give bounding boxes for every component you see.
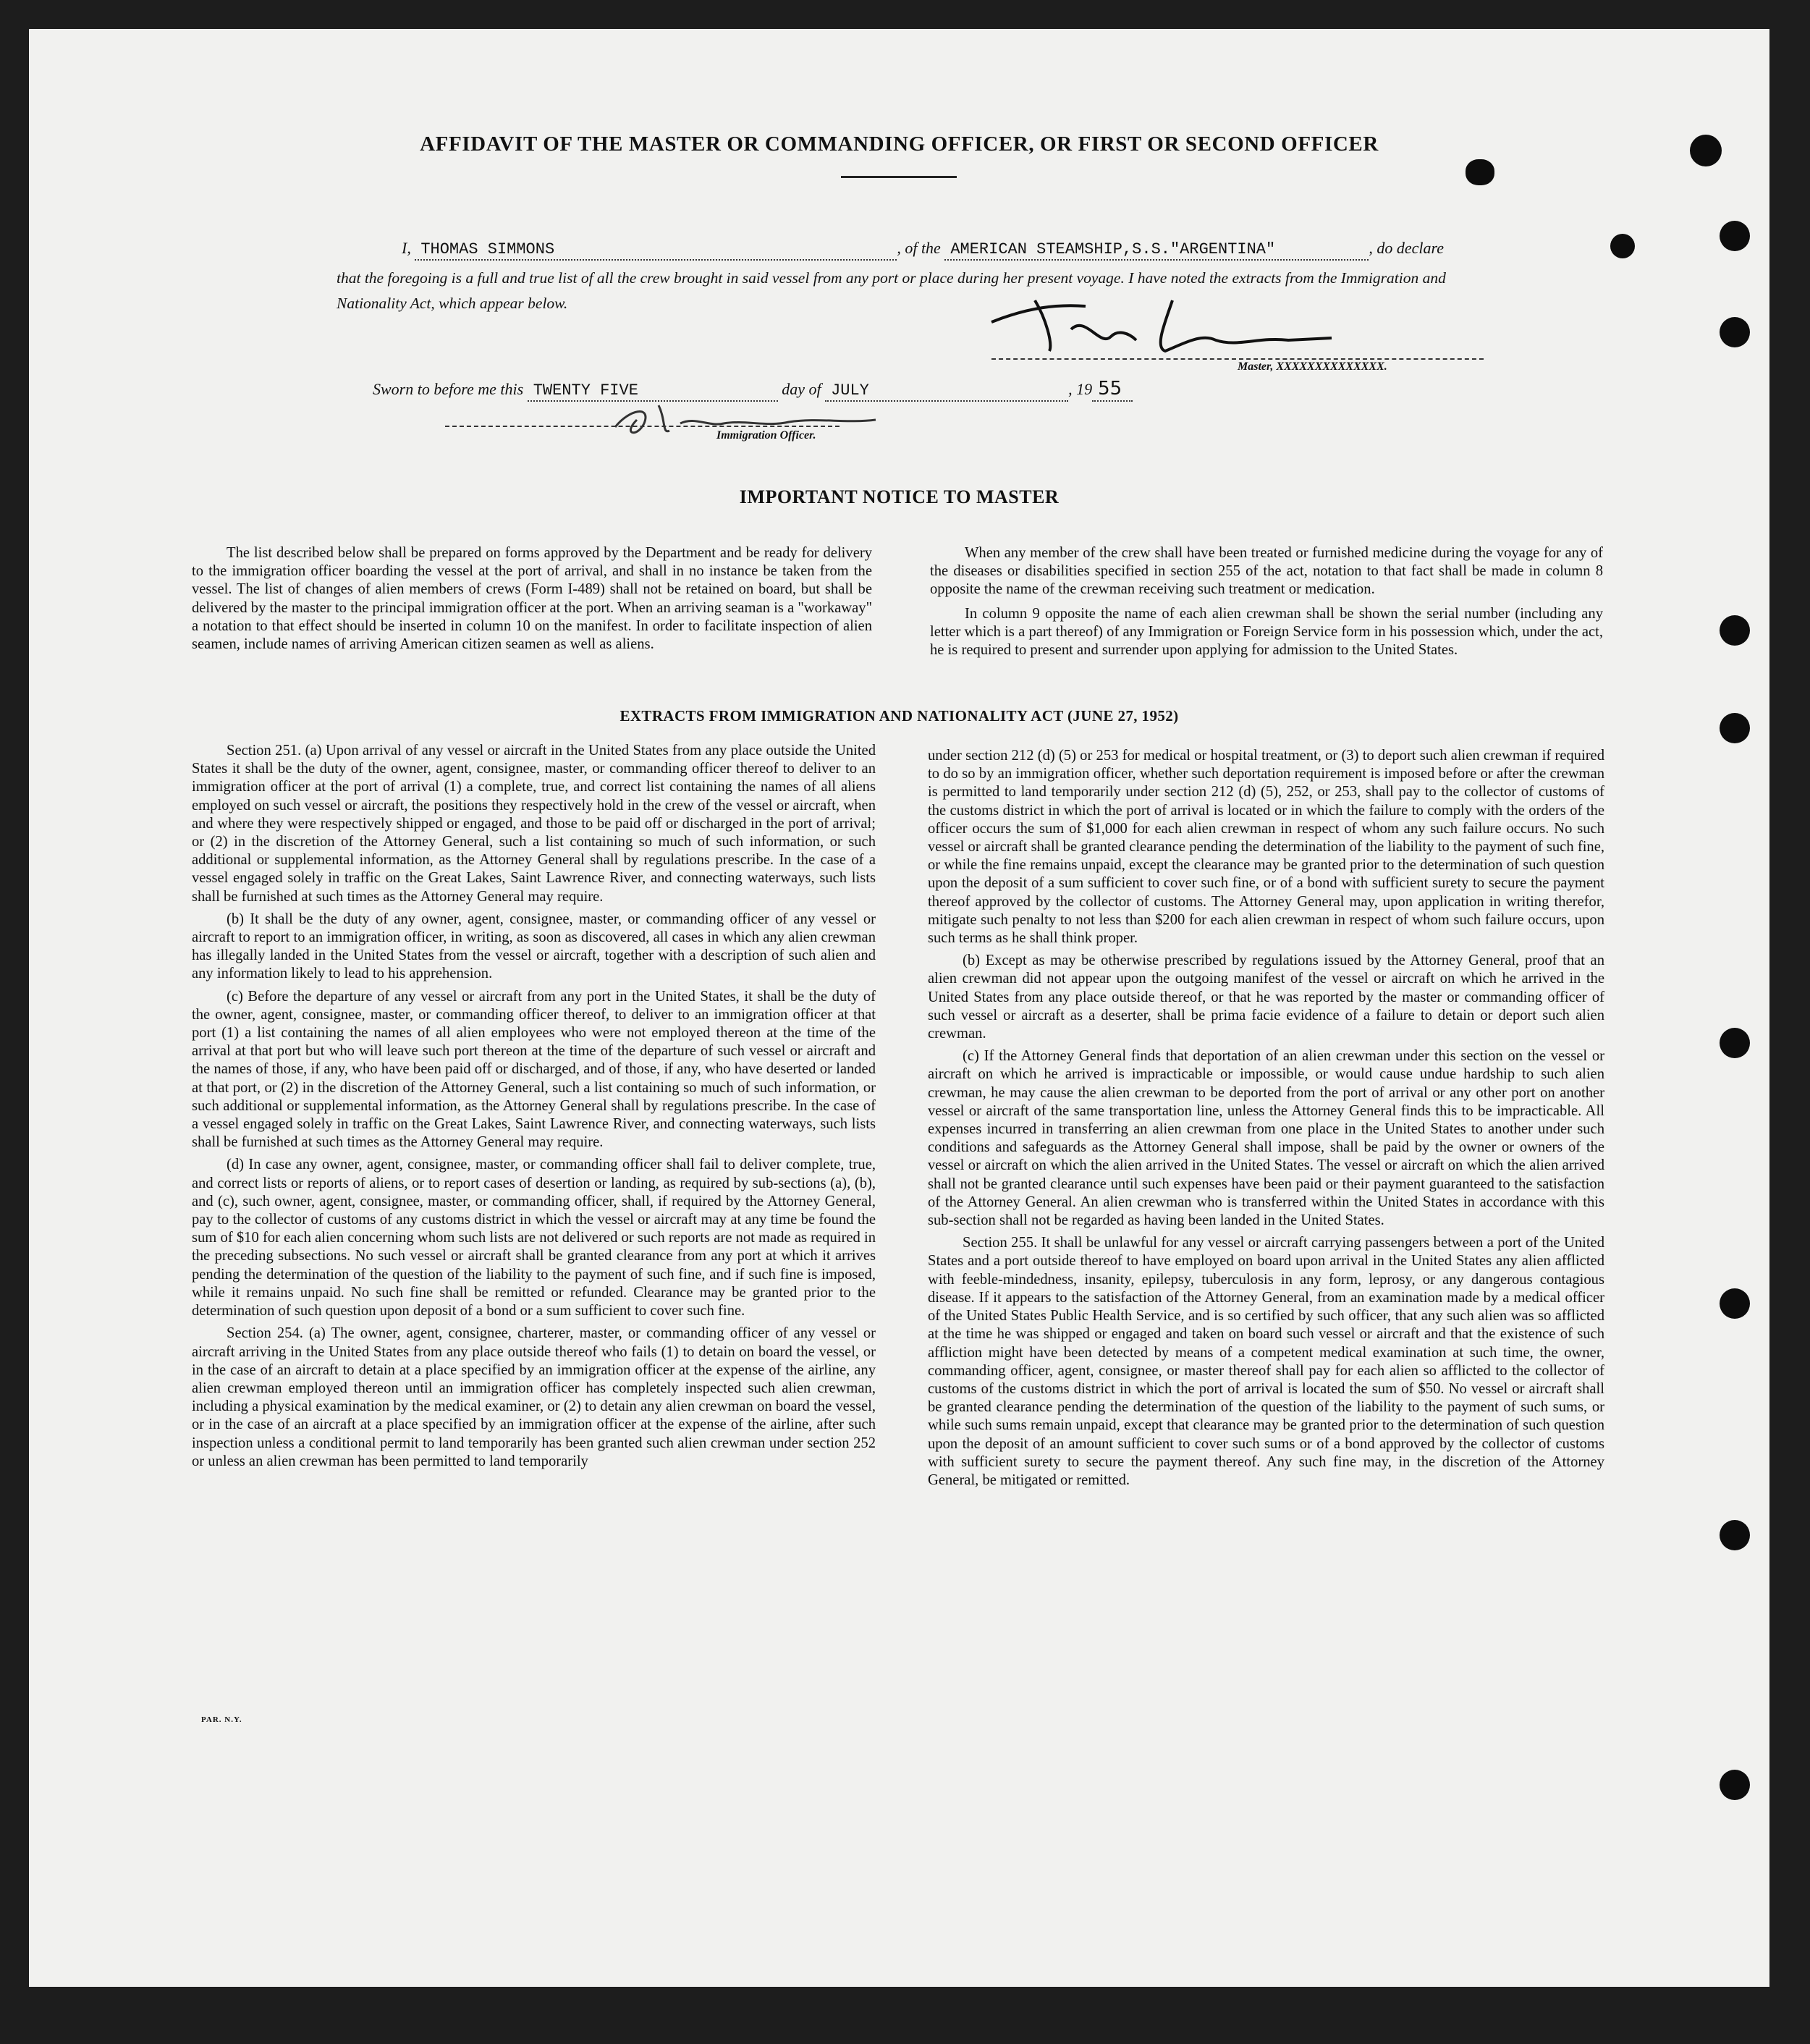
notice-right-paragraph: When any member of the crew shall have been treated or furnished medicine during the voyage for any of the diseases or disabilities specified in section 255 of the act, notation to that fact shall be made in column 8 opposite the name of the crewman receiving such treatment or medication.: [930, 545, 1603, 598]
vessel-name-field: AMERICAN STEAMSHIP,S.S."ARGENTINA": [944, 240, 1369, 261]
sworn-prefix: Sworn to before me this: [373, 380, 524, 398]
printer-mark: PAR. N.Y.: [201, 1715, 242, 1724]
binder-hole: [1720, 1288, 1750, 1319]
officer-signature-line: [445, 426, 840, 427]
title-rule: [841, 176, 957, 178]
extract-paragraph: (c) Before the departure of any vessel or aircraft from any port in the United States, it shall be the duty of the owner, agent, consignee, master, or commanding officer thereof, to deliver to an immigration officer at that port (1) a list containing the names of all alien employees who were not employed thereon at the time of the arrival at that port but who will leave such port thereon at the time of the departure of such vessel or aircraft and the names of those, if any, who have been paid off or discharged, and of those, if any, who have deserted or landed at that port, or (2) in the discretion of the Attorney General, such a list containing so much of such information, or such additional or supplemental information, as the Attorney General shall by regulations prescribe. In the case of a vessel engaged solely in traffic on the Great Lakes, Saint Lawrence River, and connecting waterways, such lists shall be furnished at such times as the Attorney General may require.: [192, 988, 876, 1151]
sworn-day-field: TWENTY FIVE: [528, 381, 778, 402]
master-signature-line: [991, 358, 1484, 360]
master-signature: [984, 279, 1346, 358]
binder-hole: [1720, 1520, 1750, 1550]
extract-paragraph: Section 255. It shall be unlawful for any vessel or aircraft carrying passengers between a port of the United States and a port outside thereof to have employed on board upon arrival in the United States any alien afflicted with feeble-mindedness, insanity, epilepsy, tuberculosis in any form, leprosy, or any dangerous contagious disease. If it appears to the satisfaction of the Attorney General, from an examination made by a medical officer of the United States Public Health Service, and is so certified by such officer, that any such alien was so afflicted at the time he was shipped or engaged and taken on board such vessel or aircraft and that the existence of such affliction might have been detected by means of a competent medical examination at such time, the owner, commanding officer, agent, consignee, or master thereof shall pay for each alien so afflicted to the collector of customs of the customs district in which the port of arrival is located the sum of $50. No vessel or aircraft shall be granted clearance pending the determination of the question of the liability to the payment of such sums, or while such sums remain unpaid, except that clearance may be granted prior to the determination of such question upon the deposit of an amount sufficient to cover such sums or of a bond approved by the collector of customs with sufficient surety to secure the payment thereof. Any such fine may, in the discretion of the Attorney General, be mitigated or remitted.: [928, 1235, 1604, 1488]
sworn-year-field: 55: [1092, 378, 1133, 402]
extracts-right-column: [928, 747, 1604, 1494]
of-the-label: , of the: [897, 239, 941, 257]
binder-hole: [1720, 221, 1750, 251]
notice-left-paragraph: The list described below shall be prepared on forms approved by the Department and be ready for delivery to the immigration officer boarding the vessel at the port of arrival, and shall in no instance be taken from the vessel. The list of changes of alien members of crews (Form I-489) shall not be retained on board, but shall be delivered by the master to the principal immigration officer at the port. When an arriving seaman is a "workaway" a notation to that effect should be inserted in column 10 on the manifest. In order to facilitate inspection of alien seamen, include names of arriving American citizen seamen as well as aliens.: [192, 545, 872, 653]
extract-paragraph: Section 254. (a) The owner, agent, consignee, charterer, master, or commanding officer of any vessel or aircraft arriving in the United States from any place outside thereof who fails (1) to detain on board the vessel, or in the case of an aircraft to detain at a place specified by an immigration officer at the expense of the airline, any alien crewman employed thereon until an immigration officer has completely inspected such alien crewman, including a physical examination by the medical examiner, or (2) to detain any alien crewman on board the vessel, or in the case of an aircraft at a place specified by an immigration officer at the expense of the airline, after such inspection unless a conditional permit to land temporarily has been granted such alien crewman under section 252 or unless an alien crewman has been permitted to land temporarily: [192, 1325, 876, 1469]
extract-paragraph: (d) In case any owner, agent, consignee, master, or commanding officer shall fail to deliver complete, true, and correct lists or reports of aliens, or to report cases of desertion or landing, as required by sub-sections (a), (b), and (c), such owner, agent, consignee, master, or commanding officer, shall, if required by the Attorney General, pay to the collector of customs of any customs district in which the vessel or aircraft may at any time be found the sum of $10 for each alien concerning whom such lists are not delivered or such reports are not made as required in the preceding subsections. No such vessel or aircraft shall be granted clearance from any port at which it arrives pending the determination of the question of the liability to the payment of such fine, and if such fine is imposed, while it remains unpaid. No such fine shall be remitted or refunded. Clearance may be granted prior to the determination of such question upon deposit of a bond or a sum sufficient to cover such fine.: [192, 1157, 876, 1319]
binder-hole: [1720, 615, 1750, 646]
sworn-month-field: JULY: [825, 381, 1068, 402]
binder-hole: [1720, 1028, 1750, 1058]
declaration-body: that the foregoing is a full and true list of all the crew brought in said vessel from any port or place during her present voyage. I have noted the extracts from the Immigration and Nationality Act, which appear below.: [337, 269, 1446, 312]
extract-paragraph: (c) If the Attorney General finds that deportation of an alien crewman under this section on the vessel or aircraft on which he arrived is impracticable or impossible, or would cause undue hardship to such alien crewman, he may cause the alien crewman to be deported from the port of arrival or any other port on another vessel or aircraft of the same transportation line, unless the Attorney General finds this to be impracticable. All expenses incurred in transferring an alien crewman from one place in the United States to another under such conditions and safeguards as the Attorney General shall impose, shall be paid by the owner or owners of the vessel or aircraft on which the alien arrived in the United States. The vessel or aircraft on which the alien arrived shall not be granted clearance until such expenses have been paid or their payment guaranteed to the satisfaction of the Attorney General. An alien crewman who is transferred within the United States in accordance with this sub-section shall not be regarded as having been landed in the United States.: [928, 1048, 1604, 1229]
notice-heading: IMPORTANT NOTICE TO MASTER: [739, 486, 1060, 507]
binder-hole: [1610, 234, 1635, 258]
extract-paragraph: under section 212 (d) (5) or 253 for medical or hospital treatment, or (3) to deport such alien crewman if required to do so by an immigration officer, whether such deportation requirement is imposed before or after the crewman is permitted to land temporarily under section 212 (d) (5), 252, or 253, shall pay to the collector of customs of the customs district in which the port of arrival is located or in which the failure to comply with the orders of the officer occurs the sum of $1,000 for each alien crewman in respect of whom any such failure occurs. No such vessel or aircraft shall be granted clearance pending the determination of the liability to the payment of such fine, or while the fine remains unpaid, except the clearance may be granted prior to the determination of such question upon the deposit of a sum sufficient to cover such fine, or of a bond with sufficient surety to secure the payment thereof approved by the collector of customs. The Attorney General may, upon application in writing therefor, mitigate such penalty to not less than $200 for each alien crewman in respect of whom such failure occurs, upon such terms as he shall think proper.: [928, 748, 1604, 947]
year-prefix: , 19: [1068, 380, 1093, 398]
officer-label: Immigration Officer.: [716, 429, 816, 442]
extract-paragraph: Section 251. (a) Upon arrival of any vessel or aircraft in the United States from any place outside the United States it shall be the duty of the owner, agent, consignee, master, or commanding officer thereof to deliver to an immigration officer at the port of arrival (1) a complete, true, and correct list containing the names of all aliens employed on such vessel or aircraft, the positions they respectively hold in the crew of the vessel or aircraft, when and where they were respectively shipped or engaged, and those to be paid off or discharged in the port of arrival; or (2) in the discretion of the Attorney General, such a list containing so much of such information, or such additional or supplemental information, as the Attorney General shall by regulations prescribe. In the case of a vessel engaged solely in traffic on the Great Lakes, Saint Lawrence River, and connecting waterways, such lists shall be furnished at such times as the Attorney General may require.: [192, 743, 876, 905]
extracts-heading: EXTRACTS FROM IMMIGRATION AND NATIONALITY ACT (JUNE 27, 1952): [619, 707, 1179, 725]
day-of-label: day of: [782, 380, 821, 398]
extracts-left-column: [192, 742, 876, 1475]
notice-left-column: [192, 544, 872, 658]
extract-paragraph: (b) Except as may be otherwise prescribed by regulations issued by the Attorney General, proof that an alien crewman did not appear upon the outgoing manifest of the vessel or aircraft on which he arrived in the United States from any place outside thereof, or that he was reported by the master or commanding officer of such vessel or aircraft as a deserter, shall be prima facie evidence of a failure to detain or deport such alien crewman.: [928, 953, 1604, 1042]
affidavit-title: AFFIDAVIT OF THE MASTER OR COMMANDING OFFICER, OR FIRST OR SECOND OFFICER: [420, 132, 1379, 156]
master-label: Master, XXXXXXXXXXXXXX.: [1238, 360, 1387, 373]
ink-blot: [1466, 159, 1494, 185]
declare-label: , do declare: [1369, 239, 1444, 257]
master-name-field: THOMAS SIMMONS: [415, 240, 897, 261]
binder-hole: [1720, 1770, 1750, 1800]
document-page: [29, 29, 1769, 1987]
notice-right-paragraph: In column 9 opposite the name of each alien crewman shall be shown the serial number (including any letter which is a part thereof) of any Immigration or Foreign Service form in his possession which, under the act, he is required to present and surrender upon applying for admission to the United States.: [930, 605, 1603, 659]
extract-paragraph: (b) It shall be the duty of any owner, agent, consignee, master, or commanding officer of any vessel or aircraft to report to an immigration officer, in writing, as soon as discovered, all cases in which any alien crewman has illegally landed in the United States from the vessel or aircraft, together with a description of such alien and any information likely to lead to his apprehension.: [192, 911, 876, 982]
binder-hole: [1720, 317, 1750, 347]
notice-right-column: [930, 544, 1603, 664]
declaration-line: [402, 239, 1444, 261]
declaration-prefix: I,: [402, 239, 411, 257]
